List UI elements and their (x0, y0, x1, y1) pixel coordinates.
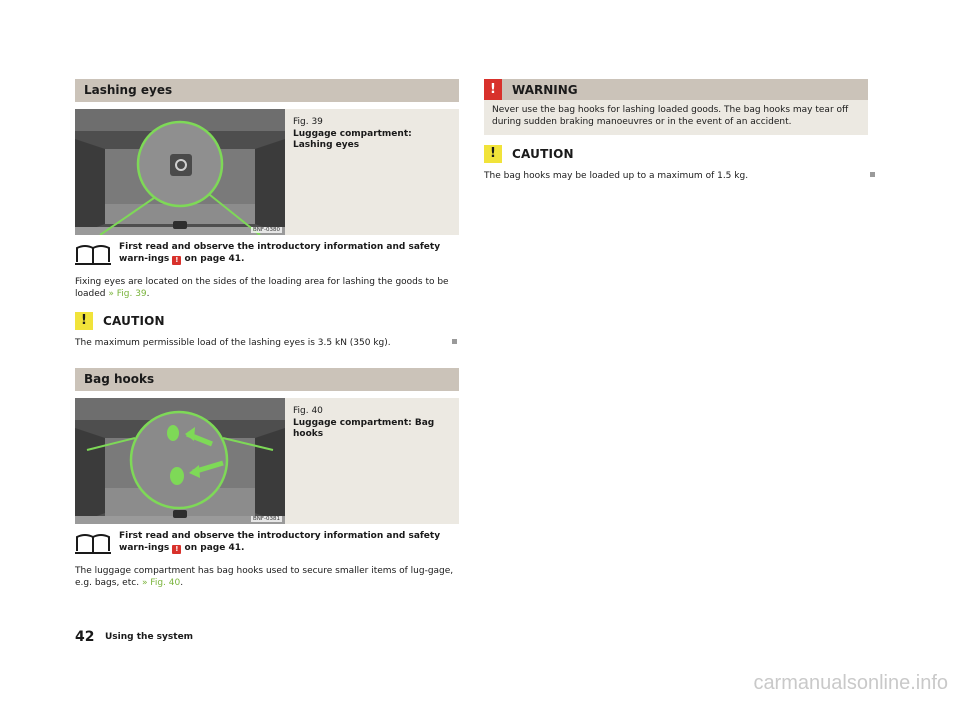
lashing-body: Fixing eyes are located on the sides of the loading area for lashing the goods to be loaded » Fig. 39. (75, 277, 449, 299)
figure-39-code: BNF-0380 (252, 227, 280, 233)
page-section-title: Using the system (105, 632, 194, 642)
figure-40-caption: Fig. 40 Luggage compartment: Bag hooks (293, 406, 435, 439)
end-mark (452, 339, 457, 344)
bag-hooks-body: The luggage compartment has bag hooks used to secure smaller items of lug-gage, e.g. bags, etc. » Fig. 40. (75, 566, 454, 588)
figure-39-image (75, 109, 285, 235)
warning-icon: ! (484, 79, 502, 100)
warning-text: Never use the bag hooks for lashing loaded goods. The bag hooks may tear off during sudden braking manoeuvres or in the event of an accident. (492, 105, 849, 127)
intro-note-1: First read and observe the introductory information and safety warn-ings ! on page 41. (75, 242, 449, 266)
watermark: carmanualsonline.info (753, 672, 948, 694)
fig-40-link[interactable]: » Fig. 40 (141, 577, 181, 588)
warning-small-icon: ! (172, 545, 181, 554)
caution-text-1: The maximum permissible load of the lashing eyes is 3.5 kN (350 kg). (75, 338, 391, 348)
figure-40-image (75, 398, 285, 524)
caution-heading-2: ! CAUTION (484, 145, 574, 163)
end-mark (870, 172, 875, 177)
warning-box (484, 79, 868, 135)
warning-small-icon: ! (172, 256, 181, 265)
section-title-lashing-eyes: Lashing eyes (75, 79, 459, 102)
page-number: 42 (75, 629, 95, 645)
figure-39-caption: Fig. 39 Luggage compartment: Lashing eyes (293, 117, 412, 150)
caution-heading-1: ! CAUTION (75, 312, 165, 330)
fig-39-link[interactable]: » Fig. 39 (108, 288, 147, 299)
figure-40 (75, 398, 459, 524)
caution-text-2: The bag hooks may be loaded up to a maximum of 1.5 kg. (484, 171, 749, 181)
caution-icon: ! (484, 145, 502, 163)
warning-heading: ! WARNING (484, 79, 868, 100)
section-title-bag-hooks: Bag hooks (75, 368, 459, 391)
caution-icon: ! (75, 312, 93, 330)
book-icon (75, 531, 111, 555)
book-icon (75, 242, 111, 266)
intro-note-2: First read and observe the introductory information and safety warn-ings ! on page 41. (75, 531, 449, 555)
figure-39 (75, 109, 459, 235)
figure-40-code: BNF-0381 (252, 516, 280, 522)
